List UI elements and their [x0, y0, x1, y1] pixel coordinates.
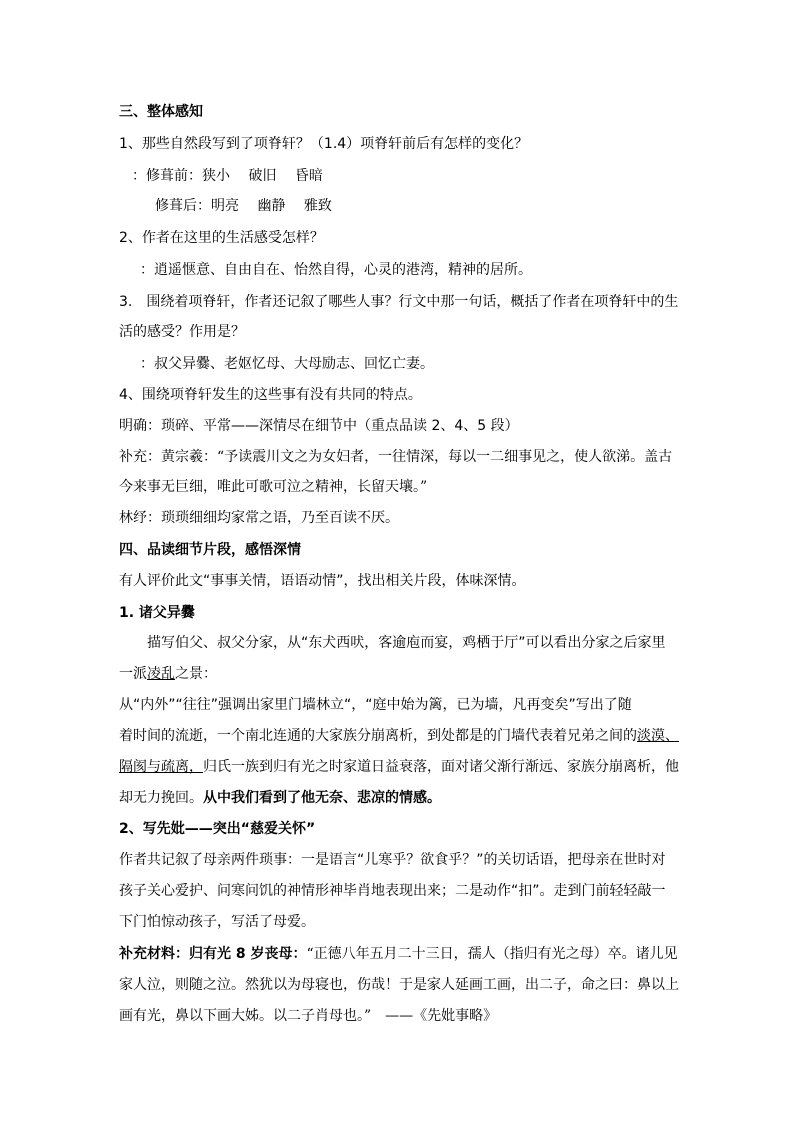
question-3-line-2: 活的感受？作用是？	[119, 324, 245, 340]
item-1-heading: 1. 诸父异爨	[119, 605, 195, 621]
question-1-answer-after: 修葺后：明亮 幽静 雅致	[155, 198, 332, 214]
item-1-para-line-4	[119, 726, 679, 746]
question-4: 4、围绕项脊轩发生的这些事有没有共同的特点。	[119, 387, 422, 403]
section-4-intro: 有人评价此文“事事关情，语语动情”，找出相关片段，体味深情。	[119, 573, 526, 589]
item-2-para-line-3: 下门怕惊动孩子，写活了母爱。	[119, 914, 315, 930]
item-1-para-line-3: 从“内外”“往往”强调出家里门墙林立“，“庭中始为篱，已为墙，凡再变矣”写出了随	[119, 697, 632, 713]
item-2-para-line-2: 孩子关心爱护、问寒问饥的神情形神毕肖地表现出来；二是动作“扣”。走到门前轻轻敲一	[119, 883, 666, 899]
section-3-heading: 三、整体感知	[119, 104, 203, 120]
question-1-answer-before: ：修葺前：狭小 破旧 昏暗	[132, 168, 323, 184]
item-1-text: 归氏一族到归有光之时家道日益衰落，面对诸父渐行渐远、家族分崩离析，他	[203, 759, 679, 775]
item-1-para-line-6	[119, 788, 441, 808]
supplement-material-label: 补充材料：归有光 8 岁丧母：	[119, 946, 307, 962]
question-2-answer: ：逍遥惬意、自由自在、怡然自得，心灵的港湾，精神的居所。	[140, 262, 532, 278]
supplement-lin: 林纾：琐琐细细均家常之语，乃至百读不厌。	[119, 510, 399, 526]
item-1-underlined: 淡漠、	[637, 728, 679, 744]
clarification: 明确：琐碎、平常——深情尽在细节中（重点品读 2、4、5 段）	[119, 418, 519, 434]
item-1-text: 着时间的流逝，一个南北连通的大家族分崩离析，到处都是的门墙代表着兄弟之间的	[119, 728, 637, 744]
section-4-heading: 四、品读细节片段，感悟深情	[119, 542, 301, 558]
question-3-line-1: 3. 围绕着项脊轩，作者还记叙了哪些人事？行文中那一句话，概括了作者在项脊轩中的生	[119, 294, 679, 310]
supplement-huang-quote-cont: 今来事无巨细，唯此可歌可泣之精神，长留天壤。”	[119, 479, 428, 495]
supplement-material-line-2: 家人泣，则随之泣。然犹以为母寝也，伤哉！于是家人延画工画，出二子，命之曰：鼻以上	[119, 977, 679, 993]
item-1-underlined: 隔阂与疏离，	[119, 759, 203, 775]
item-1-text: 之景：	[175, 666, 217, 682]
item-1-para-line-2	[119, 664, 217, 684]
question-3-answer: ：叔父异爨、老妪忆母、大母励志、回忆亡妻。	[140, 356, 434, 372]
supplement-material	[119, 944, 678, 964]
supplement-huang-label: 补充：黄宗羲：	[119, 449, 217, 465]
item-1-para-line-1: 描写伯父、叔父分家，从“东犬西吠，客逾庖而宴，鸡栖于厅”可以看出分家之后家里	[147, 635, 666, 651]
item-1-bold-text: 从中我们看到了他无奈、悲凉的情感。	[203, 790, 441, 806]
question-1: 1、那些自然段写到了项脊轩？（1.4）项脊轩前后有怎样的变化？	[119, 136, 529, 152]
supplement-material-line-3: 画有光，鼻以下画大姊。以二子肖母也。” ——《先妣事略》	[119, 1008, 498, 1024]
item-1-underlined: 凌乱	[147, 666, 175, 682]
supplement-huang	[119, 447, 672, 467]
item-1-text: 却无力挽回。	[119, 790, 203, 806]
question-2: 2、作者在这里的生活感受怎样？	[119, 230, 324, 246]
item-1-text: 一派	[119, 666, 147, 682]
supplement-material-quote: “正德八年五月二十三日，孺人（指归有光之母）卒。诸儿见	[306, 946, 678, 962]
item-1-para-line-5	[119, 757, 679, 777]
item-2-para-line-1: 作者共记叙了母亲两件琐事：一是语言“儿寒乎？欲食乎？”的关切话语，把母亲在世时对	[119, 852, 666, 868]
supplement-huang-quote: “予读震川文之为女妇者，一往情深，每以一二细事见之，使人欲涕。盖古	[217, 449, 673, 465]
item-2-heading: 2、写先妣——突出“慈爱关怀”	[119, 821, 316, 837]
